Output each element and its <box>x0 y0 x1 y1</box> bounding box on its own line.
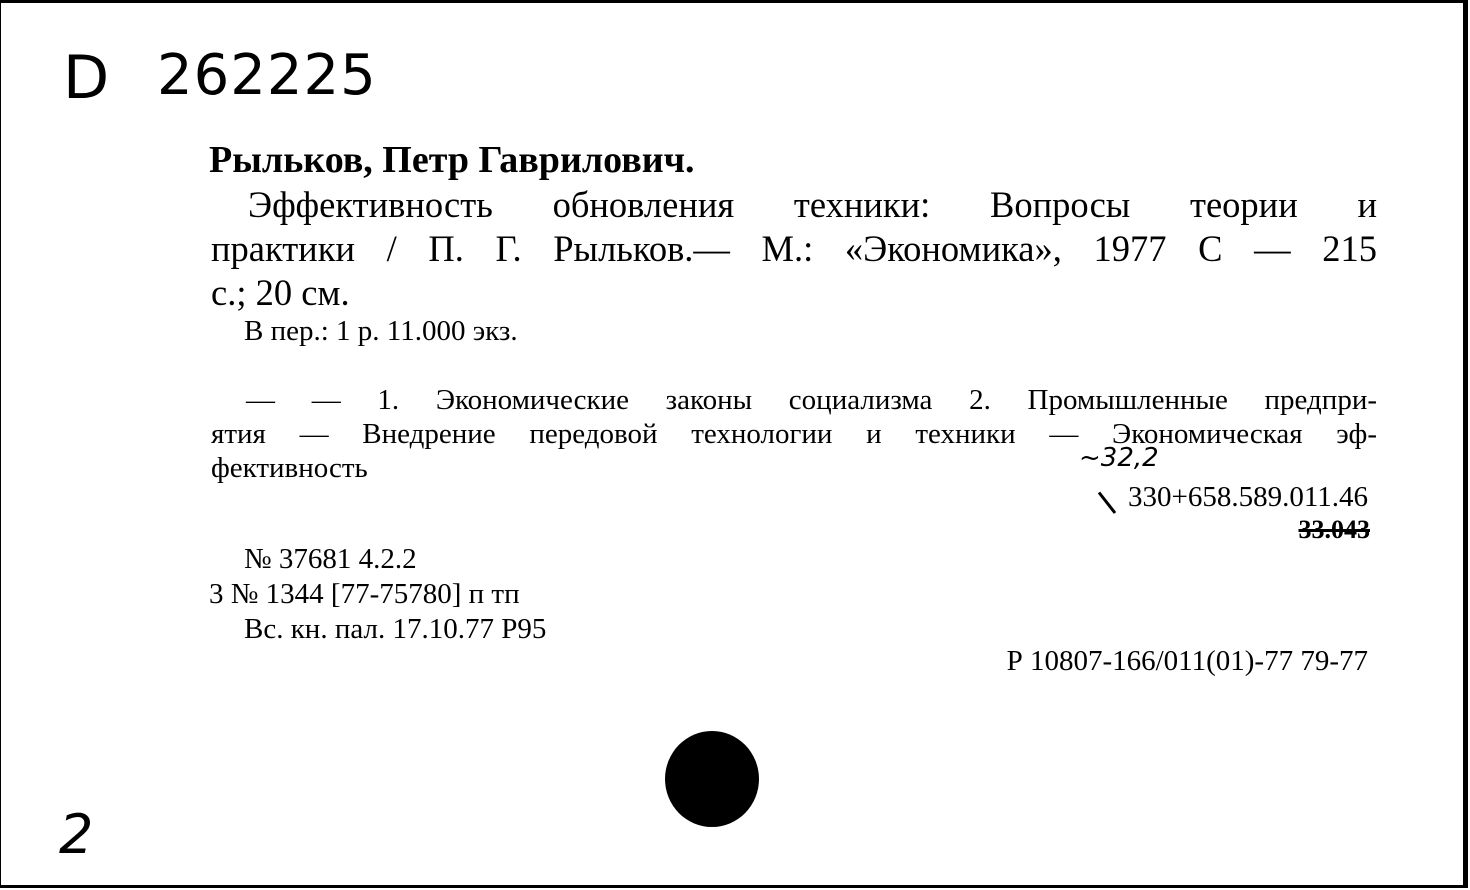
subject-headings <box>211 383 1377 485</box>
price-edition-line: В пер.: 1 р. 11.000 экз. <box>244 315 518 347</box>
title-statement <box>211 183 1377 315</box>
bbk-code-struck: 33.043 <box>1298 515 1370 544</box>
author-heading: Рыльков, Петр Гаврилович. <box>209 139 695 181</box>
subject-line: ятия — Внедрение передовой технологии и техники — Экономическая эф- <box>211 418 1377 450</box>
title-line: с.; 20 см. <box>211 272 350 313</box>
publisher-code: Р 10807-166/011(01)-77 79-77 <box>1006 645 1368 677</box>
copy-number: 2 <box>59 803 94 866</box>
udc-code: 330+658.589.011.46 <box>1127 481 1368 513</box>
handwritten-note: ~32,2 <box>1079 443 1159 473</box>
inventory-letter: D <box>63 43 112 113</box>
udc-handwritten-mark <box>1098 492 1116 514</box>
title-line: практики / П. Г. Рыльков.— М.: «Экономика», 1977 С — 215 <box>211 228 1377 269</box>
record-line: 3 № 1344 [77-75780] п тп <box>209 578 520 610</box>
record-line: Вс. кн. пал. 17.10.77 Р95 <box>244 613 547 645</box>
subject-line: — — 1. Экономические законы социализма 2. Промышленные предпри- <box>246 384 1377 416</box>
title-line: Эффективность обновления техники: Вопросы теории и <box>248 184 1377 225</box>
punch-hole <box>665 731 759 827</box>
inventory-number: 262225 <box>157 43 377 108</box>
record-line: № 37681 4.2.2 <box>244 543 417 575</box>
subject-line: фективность <box>211 452 368 484</box>
